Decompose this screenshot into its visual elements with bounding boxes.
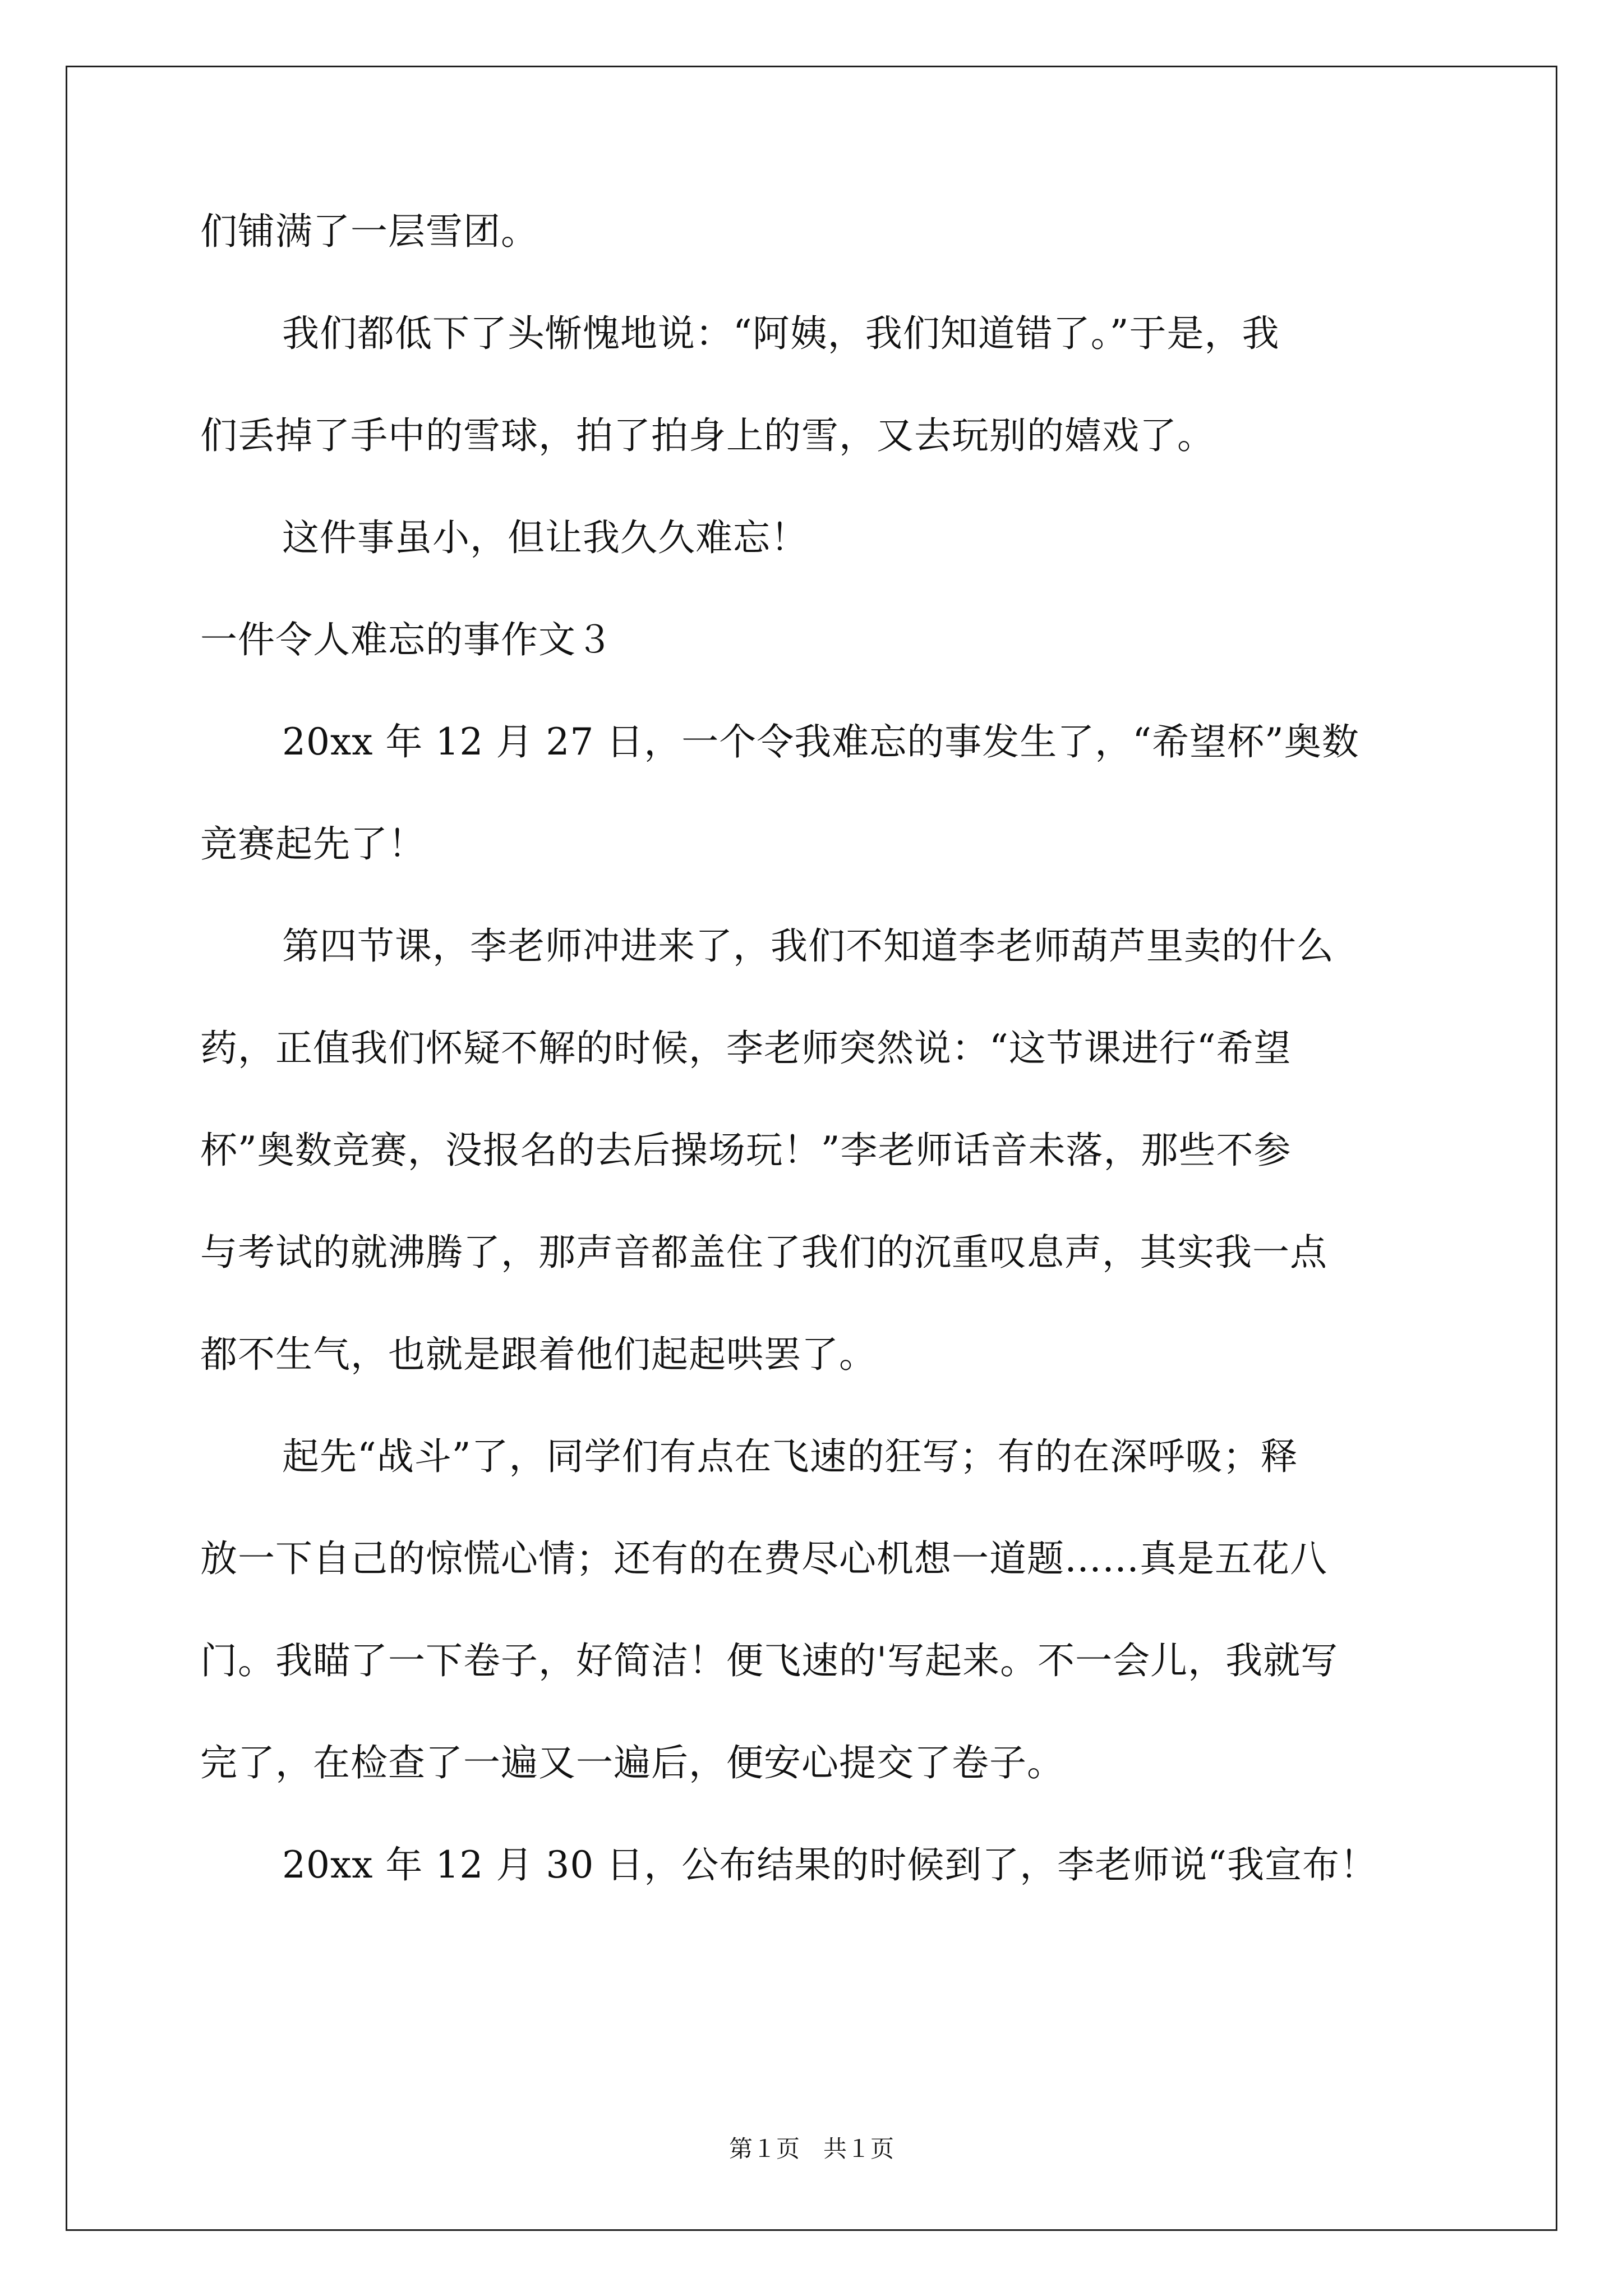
- text-line: 都不生气，也就是跟着他们起起哄罢了。: [200, 1333, 877, 1376]
- text-line: 杯”奥数竞赛，没报名的去后操场玩！”李老师话音未落，那些不参: [200, 1129, 1292, 1172]
- text-line: 这件事虽小，但让我久久难忘！: [282, 516, 808, 559]
- text-line: 起先“战斗”了，同学们有点在飞速的狂写；有的在深呼吸；释: [282, 1435, 1298, 1478]
- text-line: 药，正值我们怀疑不解的时候，李老师突然说：“这节课进行“希望: [200, 1027, 1292, 1070]
- text-line: 与考试的就沸腾了，那声音都盖住了我们的沉重叹息声，其实我一点: [200, 1231, 1327, 1274]
- text-line: 完了，在检查了一遍又一遍后，便安心提交了卷子。: [200, 1741, 1064, 1784]
- text-line: 们铺满了一层雪团。: [200, 210, 538, 253]
- text-line: 竞赛起先了！: [200, 822, 426, 866]
- section-heading: 一件令人难忘的事作文３: [200, 618, 614, 661]
- text-line: 第四节课，李老师冲进来了，我们不知道李老师葫芦里卖的什么: [282, 924, 1334, 968]
- page-footer: 第１页 共１页: [728, 2135, 894, 2162]
- text-line: 放一下自己的惊慌心情；还有的在费尽心机想一道题……真是五花八: [200, 1537, 1327, 1580]
- text-line: 们丢掉了手中的雪球，拍了拍身上的雪，又去玩别的嬉戏了。: [200, 414, 1215, 457]
- text-line: 门。我瞄了一下卷子，好简洁！便飞速的'写起来。不一会儿，我就写: [200, 1639, 1339, 1682]
- text-line: 20xx 年 12 月 30 日，公布结果的时候到了，李老师说“我宣布！: [282, 1843, 1378, 1887]
- text-line: 20xx 年 12 月 27 日，一个令我难忘的事发生了，“希望杯”奥数: [282, 720, 1359, 763]
- text-line: 我们都低下了头惭愧地说：“阿姨，我们知道错了。”于是，我: [282, 312, 1280, 355]
